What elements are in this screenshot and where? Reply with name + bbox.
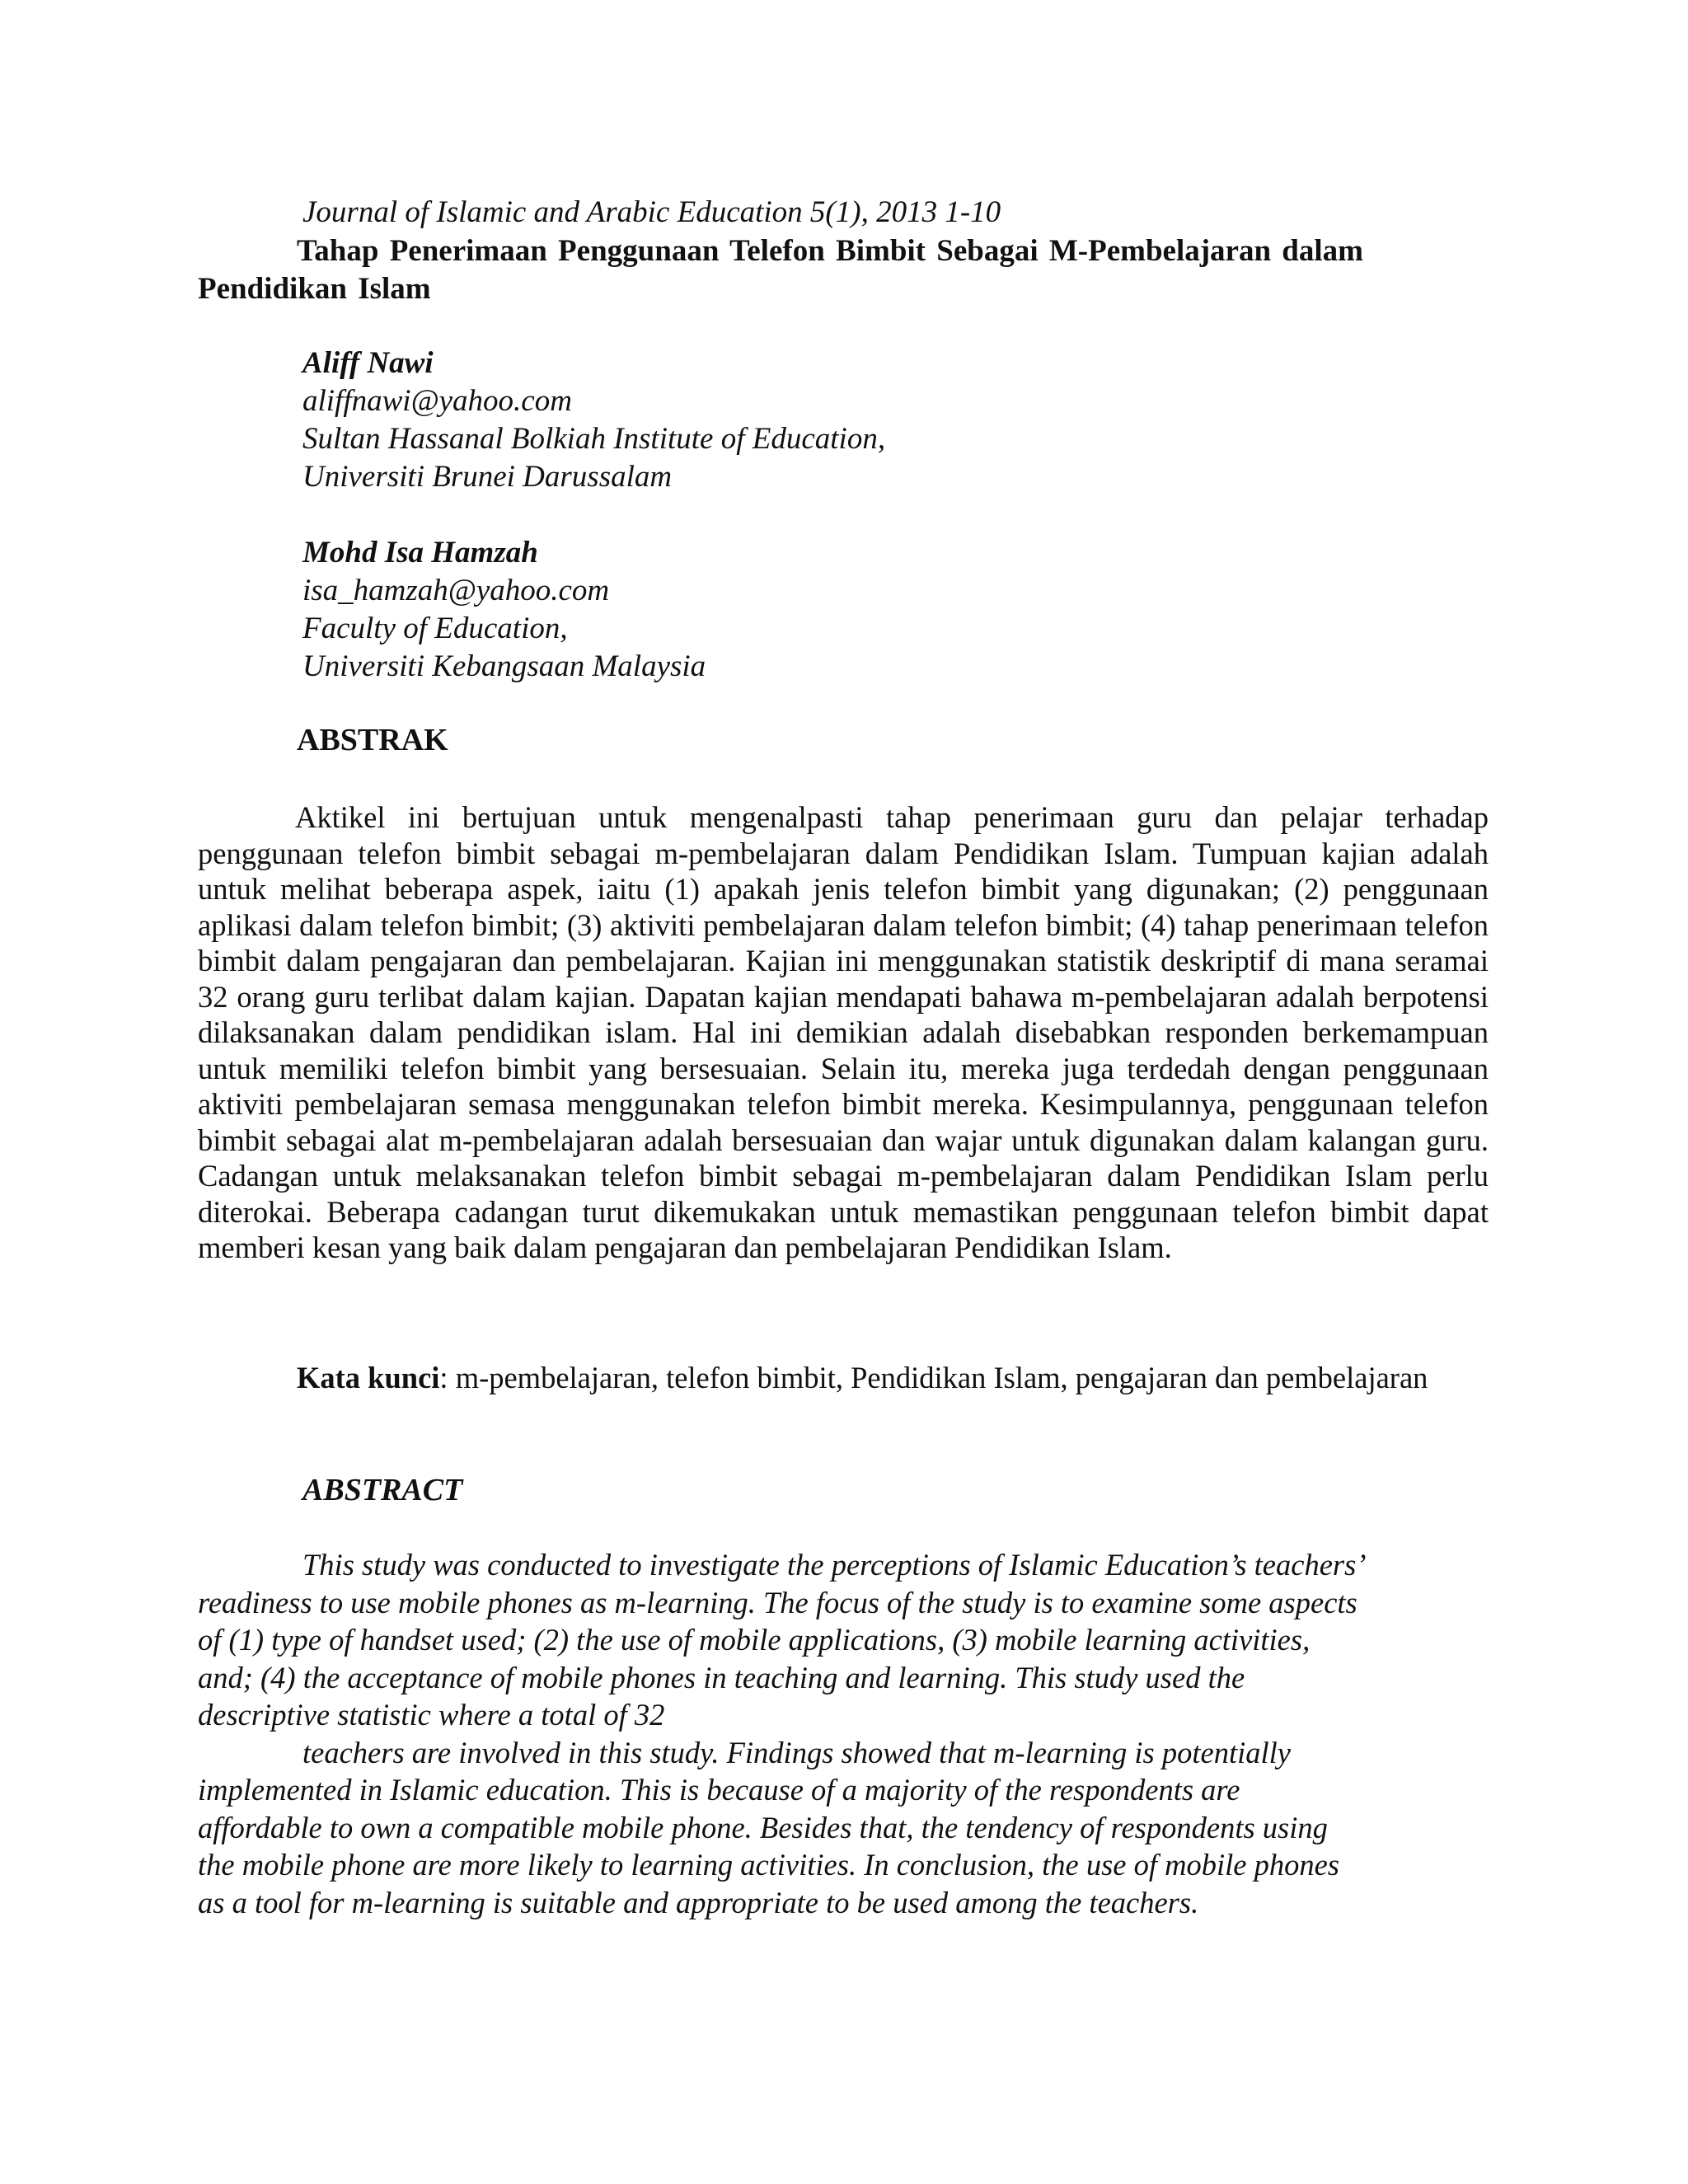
abstract-line: affordable to own a compatible mobile phone. Besides that, the tendency of respondents using — [198, 1810, 1328, 1844]
author-block — [302, 534, 706, 686]
author-email: isa_hamzah@yahoo.com — [302, 574, 610, 607]
abstract-line: readiness to use mobile phones as m-learning. The focus of the study is to examine some aspects — [198, 1585, 1357, 1619]
abstract-line: and; (4) the acceptance of mobile phones in teaching and learning. This study used the — [198, 1660, 1245, 1694]
keywords-text: : m-pembelajaran, telefon bimbit, Pendidikan Islam, pengajaran dan pembelajaran — [439, 1361, 1428, 1394]
abstract-line: of (1) type of handset used; (2) the use of mobile applications, (3) mobile learning activities, — [198, 1623, 1311, 1657]
author-affiliation: Faculty of Education, — [302, 612, 568, 645]
abstract-line: the mobile phone are more likely to learning activities. In conclusion, the use of mobile phones — [198, 1848, 1340, 1882]
author-email: aliffnawi@yahoo.com — [302, 384, 572, 418]
author-institution: Universiti Kebangsaan Malaysia — [302, 649, 706, 683]
journal-citation: Journal of Islamic and Arabic Education 5(1), 2013 1-10 — [302, 195, 1001, 229]
author-name: Aliff Nawi — [302, 346, 434, 380]
author-affiliation: Sultan Hassanal Bolkiah Institute of Education, — [302, 422, 886, 456]
abstract-body — [198, 1546, 1489, 1921]
abstract-line: teachers are involved in this study. Findings showed that m-learning is potentially — [302, 1735, 1291, 1769]
abstrak-heading: ABSTRAK — [297, 723, 448, 757]
keywords-label: Kata kunci — [297, 1361, 440, 1394]
paper-title: Tahap Penerimaan Penggunaan Telefon Bimbit Sebagai M-Pembelajaran dalam Pendidikan Islam — [198, 234, 1363, 306]
abstract-line: as a tool for m-learning is suitable and appropriate to be used among the teachers. — [198, 1885, 1199, 1919]
author-institution: Universiti Brunei Darussalam — [302, 460, 673, 494]
abstract-heading: ABSTRACT — [302, 1473, 463, 1507]
author-block — [302, 344, 885, 496]
abstract-line: This study was conducted to investigate the perceptions of Islamic Education’s teachers’ — [302, 1548, 1367, 1582]
keywords-paragraph — [198, 1360, 1489, 1396]
abstract-line: implemented in Islamic education. This is because of a majority of the respondents are — [198, 1773, 1240, 1807]
author-name: Mohd Isa Hamzah — [302, 536, 538, 569]
abstrak-body: Aktikel ini bertujuan untuk mengenalpasti tahap penerimaan guru dan pelajar terhadap penggunaan telefon bimbit sebagai m-pembelajaran dalam Pendidikan Islam. Tumpuan kajian adalah untuk melihat beberapa aspek, iaitu (1) apakah jenis telefon bimbit yang digunakan; (2) penggunaan aplikasi dalam telefon bimbit; (3) aktiviti pembelajaran dalam telefon bimbit; (4) tahap penerimaan telefon bimbit dalam pengajaran dan pembelajaran. Kajian ini menggunakan statistik deskriptif di mana seramai 32 orang guru terlibat dalam kajian. Dapatan kajian mendapati bahawa m-pembelajaran adalah berpotensi dilaksanakan dalam pendidikan islam. Hal ini demikian adalah disebabkan responden berkemampuan untuk memiliki telefon bimbit yang bersesuaian. Selain itu, mereka juga terdedah dengan penggunaan aktiviti pembelajaran semasa menggunakan telefon bimbit mereka. Kesimpulannya, penggunaan telefon bimbit sebagai alat m-pembelajaran adalah bersesuaian dan wajar untuk digunakan dalam kalangan guru. Cadangan untuk melaksanakan telefon bimbit sebagai m-pembelajaran dalam Pendidikan Islam perlu diterokai. Beberapa cadangan turut dikemukakan untuk memastikan penggunaan telefon bimbit dapat memberi kesan yang baik dalam pengajaran dan pembelajaran Pendidikan Islam. — [198, 800, 1489, 1264]
abstract-line: descriptive statistic where a total of 32 — [198, 1698, 665, 1732]
